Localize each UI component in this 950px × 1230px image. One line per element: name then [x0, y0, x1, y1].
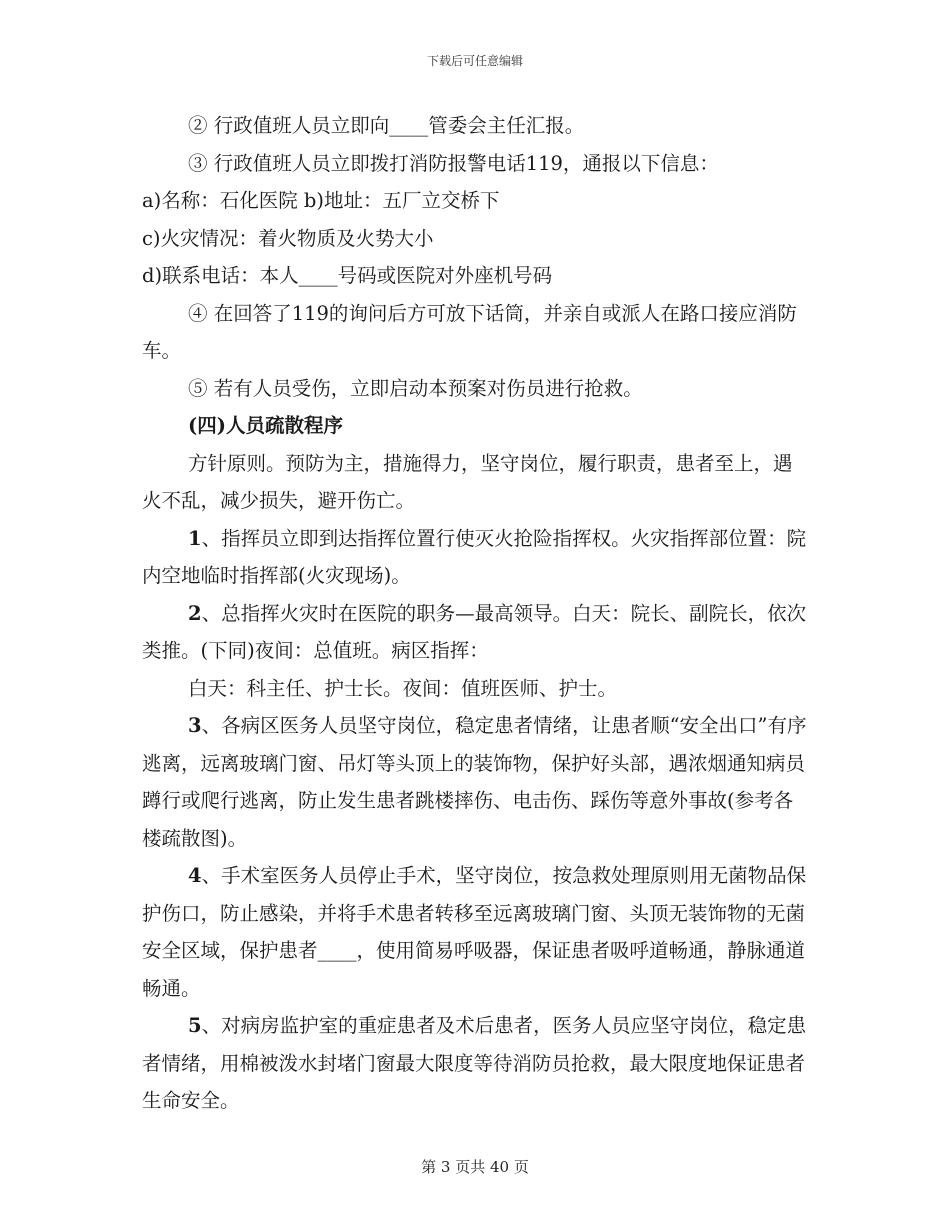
item-text: 、各病区医务人员坚守岗位，稳定患者情绪，让患者顺“安全出口”有序逃离，远离玻璃门窗、吊灯等头顶上的装饰物，保护好头部，遇浓烟通知病员蹲行或爬行逃离，防止发生患者跳楼摔伤、电击伤、踩伤等意外事故(参考各楼疏散图)。	[142, 714, 807, 850]
item-text: 、手术室医务人员停止手术，坚守岗位，按急救处理原则用无菌物品保护伤口，防止感染，并将手术患者转移至远离玻璃门窗、头顶无装饰物的无菌安全区域，保护患者____，使用简易呼吸器，保证患者吸呼道畅通，静脉通道畅通。	[142, 864, 807, 1000]
paragraph-item-5	[142, 1007, 810, 1120]
item-number: 1	[188, 526, 202, 550]
paragraph-answer-119: ④ 在回答了119的询问后方可放下话筒，并亲自或派人在路口接应消防车。	[142, 301, 797, 362]
item-text: 、总指挥火灾时在医院的职务—最高领导。白天：院长、副院长，依次类推。(下同)夜间：总值班。病区指挥：	[142, 601, 807, 662]
item-text: 、对病房监护室的重症患者及术后患者，医务人员应坚守岗位，稳定患者情绪，用棉被泼水封堵门窗最大限度等待消防员抢救，最大限度地保证患者生命安全。	[142, 1014, 807, 1112]
item-number: 4	[188, 864, 202, 887]
paragraph-item-2	[142, 595, 810, 670]
document-body	[142, 107, 810, 1120]
paragraph-principles: 方针原则。预防为主，措施得力，坚守岗位，履行职责，患者至上，遇火不乱，减少损失，避开伤亡。	[142, 451, 793, 512]
item-number: 3	[188, 714, 202, 737]
paragraph-report-committee: ② 行政值班人员立即向____管委会主任汇报。	[188, 114, 585, 137]
paragraph-daytime-night: 白天：科主任、护士长。夜间：值班医师、护士。	[188, 676, 618, 700]
item-text: 、指挥员立即到达指挥位置行使灭火抢险指挥权。火灾指挥部位置：院内空地临时指挥部(火灾现场)。	[142, 526, 807, 587]
paragraph-item-4	[142, 857, 810, 1007]
section-heading-evacuation: (四)人员疏散程序	[188, 414, 343, 437]
paragraph-contact-phone: d)联系电话：本人____号码或医院对外座机号码	[142, 264, 553, 287]
page-footer: 第 3 页共 40 页	[421, 1158, 529, 1176]
page-header: 下载后可任意编辑	[426, 54, 523, 68]
paragraph-call-119: ③ 行政值班人员立即拨打消防报警电话119，通报以下信息：	[188, 151, 719, 175]
paragraph-fire-situation: c)火灾情况：着火物质及火势大小	[142, 226, 434, 250]
paragraph-name-address: a)名称：石化医院 b)地址：五厂立交桥下	[142, 189, 500, 212]
item-number: 5	[188, 1014, 202, 1037]
paragraph-item-3	[142, 707, 810, 857]
paragraph-item-1	[142, 520, 810, 595]
item-number: 2	[188, 601, 202, 625]
paragraph-injured-rescue: ⑤ 若有人员受伤，立即启动本预案对伤员进行抢救。	[188, 376, 643, 400]
